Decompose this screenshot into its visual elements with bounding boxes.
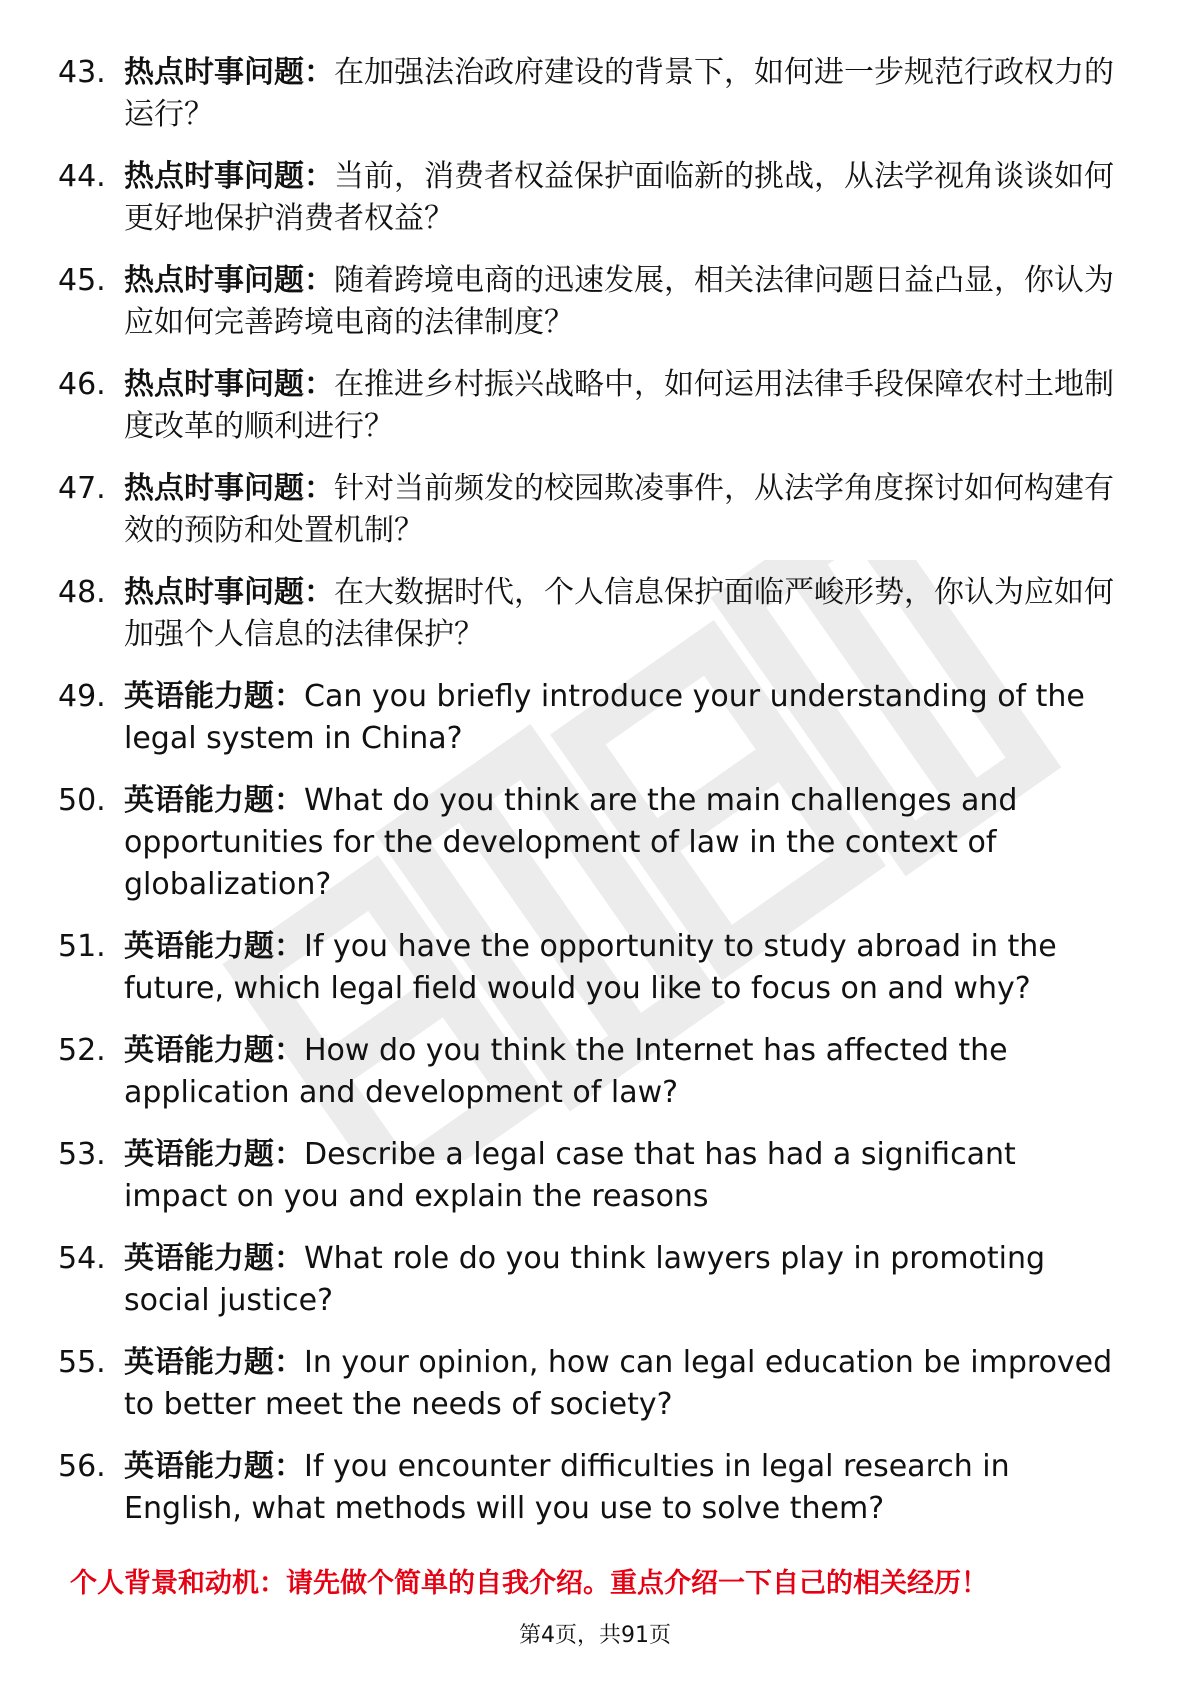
question-text: 当前，消费者权益保护面临新的挑战，从法学视角谈谈如何更好地保护消费者权益？ [124,159,1114,236]
question-category: 英语能力题： [124,929,304,964]
question-item [58,780,1118,906]
question-item [58,1030,1118,1114]
question-number: 51. [58,929,106,964]
question-item [58,364,1118,448]
question-number: 52. [58,1033,106,1068]
question-category: 英语能力题： [124,1449,304,1484]
question-number: 47. [58,471,106,506]
question-item [58,572,1118,656]
question-text: 在大数据时代，个人信息保护面临严峻形势，你认为应如何加强个人信息的法律保护？ [124,575,1114,652]
question-text: 随着跨境电商的迅速发展，相关法律问题日益凸显，你认为应如何完善跨境电商的法律制度？ [124,263,1114,340]
question-number: 49. [58,679,106,714]
question-text: In your opinion, how can legal education be improved to better meet the needs of society? [124,1345,1113,1422]
question-item [58,156,1118,240]
question-text: 在推进乡村振兴战略中，如何运用法律手段保障农村土地制度改革的顺利进行？ [124,367,1114,444]
question-number: 56. [58,1449,106,1484]
question-item [58,1342,1118,1426]
question-category: 热点时事问题： [124,367,334,402]
question-item [58,52,1118,136]
question-number: 48. [58,575,106,610]
question-number: 53. [58,1137,106,1172]
page-number: 第4页，共91页 [519,1623,671,1648]
question-text: Can you briefly introduce your understanding of the legal system in China? [124,679,1085,756]
question-category: 热点时事问题： [124,575,334,610]
question-number: 46. [58,367,106,402]
question-item [58,1238,1118,1322]
question-text: What role do you think lawyers play in promoting social justice? [124,1241,1046,1318]
question-category: 热点时事问题： [124,471,334,506]
question-list [58,52,1118,1550]
question-item [58,1134,1118,1218]
question-number: 44. [58,159,106,194]
question-category: 英语能力题： [124,1137,304,1172]
question-number: 54. [58,1241,106,1276]
question-text: 针对当前频发的校园欺凌事件，从法学角度探讨如何构建有效的预防和处置机制？ [124,471,1114,548]
question-category: 英语能力题： [124,1345,304,1380]
question-number: 50. [58,783,106,818]
question-category: 热点时事问题： [124,263,334,298]
question-text: If you have the opportunity to study abroad in the future, which legal field would you like to focus on and why? [124,929,1057,1006]
question-item [58,260,1118,344]
question-category: 英语能力题： [124,783,304,818]
question-category: 英语能力题： [124,1033,304,1068]
question-number: 43. [58,55,106,90]
question-text: Describe a legal case that has had a significant impact on you and explain the reasons [124,1137,1016,1214]
question-item [58,468,1118,552]
question-category: 英语能力题： [124,1241,304,1276]
question-item [58,926,1118,1010]
question-number: 55. [58,1345,106,1380]
question-item [58,1446,1118,1530]
question-category: 英语能力题： [124,679,304,714]
question-category: 热点时事问题： [124,55,334,90]
question-text: 在加强法治政府建设的背景下，如何进一步规范行政权力的运行？ [124,55,1114,132]
question-text: What do you think are the main challenges and opportunities for the development of law in the context of globalization? [124,783,1018,902]
question-number: 45. [58,263,106,298]
question-text: How do you think the Internet has affected the application and development of law? [124,1033,1008,1110]
question-text: If you encounter difficulties in legal research in English, what methods will you use to solve them? [124,1449,1010,1526]
motivation-prompt: 个人背景和动机：请先做个简单的自我介绍。重点介绍一下自己的相关经历！ [70,1568,988,1599]
question-category: 热点时事问题： [124,159,334,194]
question-item [58,676,1118,760]
